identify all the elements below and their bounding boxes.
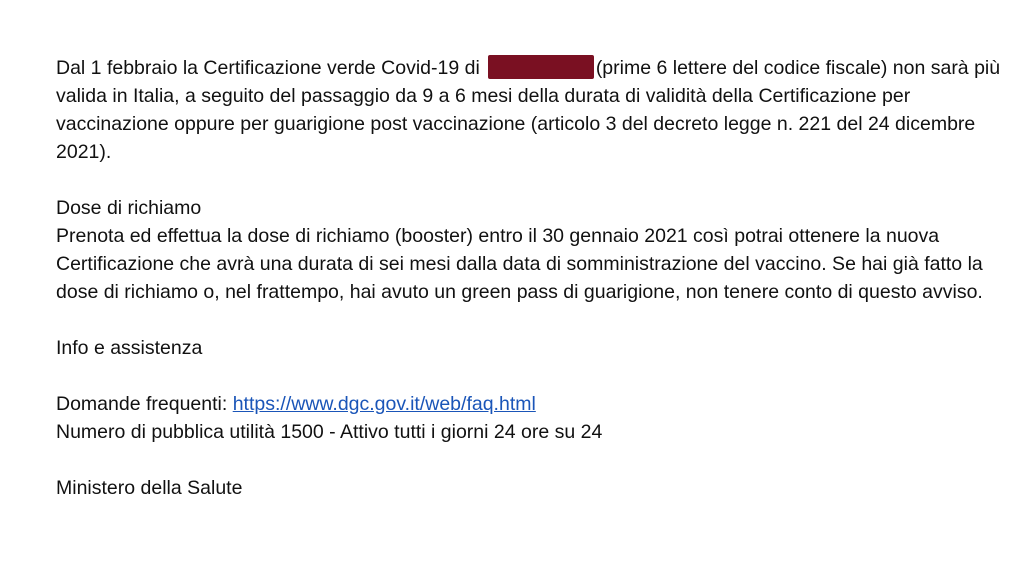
spacer [56, 446, 1006, 474]
spacer [56, 362, 1006, 390]
signature: Ministero della Salute [56, 477, 243, 499]
email-body [56, 54, 1006, 502]
faq-label: Domande frequenti: [56, 393, 228, 415]
redacted-name-block [488, 55, 594, 79]
info-heading: Info e assistenza [56, 337, 203, 359]
faq-line [56, 390, 1006, 418]
intro-paragraph [56, 54, 1006, 166]
spacer [56, 306, 1006, 334]
intro-text-after: (prime 6 lettere del codice fiscale) non sarà più valida in Italia, a seguito del passaggio da 9 a 6 mesi della durata di validità della Certificazione per vaccinazione oppure per guarigione post vaccinazione (articolo 3 del decreto legge n. 221 del 24 dicembre 2021). [56, 57, 1001, 163]
faq-link[interactable]: https://www.dgc.gov.it/web/faq.html [232, 393, 536, 415]
phone-line: Numero di pubblica utilità 1500 - Attivo tutti i giorni 24 ore su 24 [56, 421, 603, 443]
booster-heading: Dose di richiamo [56, 197, 202, 219]
booster-paragraph: Prenota ed effettua la dose di richiamo (booster) entro il 30 gennaio 2021 così potrai ottenere la nuova Certificazione che avrà una durata di sei mesi dalla data di somministrazione del vaccino. Se hai già fatto la dose di richiamo o, nel frattempo, hai avuto un green pass di guarigione, non tenere conto di questo avviso. [56, 225, 983, 303]
intro-text-before: Dal 1 febbraio la Certificazione verde Covid-19 di [56, 57, 480, 79]
spacer [56, 166, 1006, 194]
